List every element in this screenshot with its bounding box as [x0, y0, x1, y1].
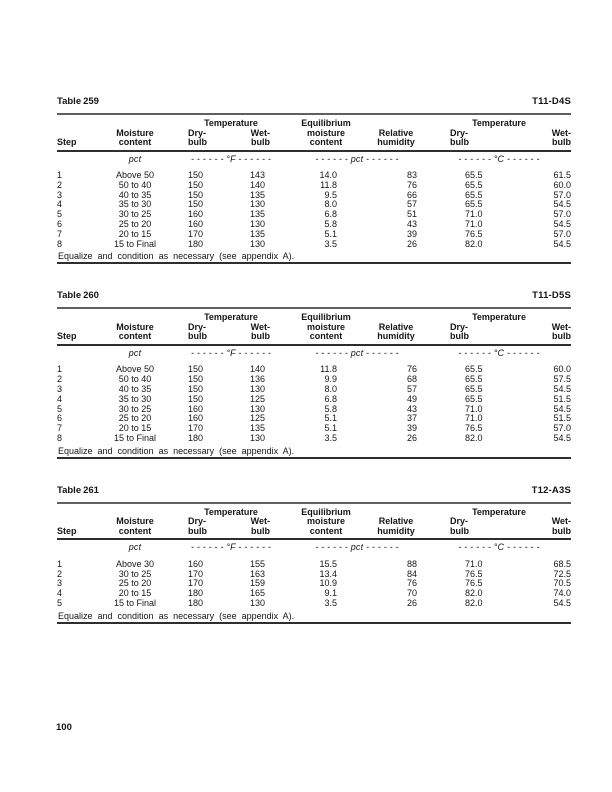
header-row-1: [57, 114, 571, 129]
cell-dry-bulb-c: 76.5: [465, 578, 483, 589]
cell-wet-bulb-f: 143: [249, 170, 266, 180]
cell-relative-humidity: 57: [407, 383, 418, 394]
units-row: [57, 539, 571, 560]
cell-step: 2: [57, 568, 63, 579]
cell-dry-bulb-c: 76.5: [465, 568, 483, 579]
table-footer: [57, 249, 571, 263]
cell-wet-bulb-c: 70.5: [553, 578, 572, 589]
table-title-label: Table: [57, 290, 82, 302]
equilibrium-header-line3: content: [287, 138, 365, 151]
wet-bulb-f-header-line2: bulb: [235, 332, 287, 345]
pct-unit: - - - - - - pct - - - - - -: [315, 542, 399, 553]
cell-dry-bulb-f: 150: [188, 179, 204, 190]
cell-step: 2: [57, 374, 63, 385]
table-header: [57, 308, 571, 365]
cell-equilibrium-moisture: 5.1: [324, 413, 338, 424]
dry-bulb-f-header-line1: Dry-: [188, 321, 207, 332]
kiln-schedule-table: [57, 96, 571, 264]
moisture-header-line2: content: [95, 138, 175, 151]
cell-dry-bulb-c: 71.0: [465, 403, 483, 414]
table-title: [57, 485, 99, 497]
cell-moisture-content: Above 30: [115, 558, 155, 569]
cell-relative-humidity: 66: [407, 189, 418, 200]
cell-dry-bulb-c: 82.0: [465, 588, 483, 599]
cell-relative-humidity: 49: [407, 393, 418, 404]
cell-moisture-content: 15 to Final: [113, 238, 157, 249]
cell-step: 8: [57, 238, 63, 249]
cell-dry-bulb-f: 150: [188, 393, 204, 404]
step-header: Step: [57, 138, 95, 151]
equilibrium-header-line3: content: [287, 332, 365, 345]
cell-dry-bulb-f: 170: [188, 578, 204, 589]
cell-relative-humidity: 76: [407, 578, 418, 589]
cell-moisture-content: 25 to 20: [118, 218, 152, 229]
cell-moisture-content: 35 to 30: [118, 199, 152, 210]
cell-equilibrium-moisture: 8.0: [324, 383, 338, 394]
equilibrium-header-line2: moisture: [307, 516, 346, 527]
temperature-f-unit: - - - - - - °F - - - - - -: [190, 542, 272, 553]
cell-moisture-content: 25 to 20: [118, 413, 152, 424]
cell-equilibrium-moisture: 3.5: [324, 432, 338, 443]
cell-wet-bulb-f: 130: [249, 597, 266, 608]
table-footnote: Equalize and condition as necessary (see appendix A).: [57, 444, 571, 458]
cell-equilibrium-moisture: 11.8: [320, 364, 338, 375]
cell-moisture-content: 30 to 25: [118, 403, 152, 414]
cell-wet-bulb-f: 140: [249, 364, 266, 375]
cell-dry-bulb-c: 65.5: [465, 374, 483, 385]
cell-dry-bulb-c: 65.5: [465, 383, 483, 394]
cell-wet-bulb-c: 54.5: [553, 432, 572, 443]
cell-dry-bulb-f: 170: [188, 228, 204, 239]
cell-equilibrium-moisture: 3.5: [324, 238, 338, 249]
wet-bulb-f-header-line2: bulb: [235, 527, 287, 540]
dry-bulb-c-header-line1: Dry-: [450, 321, 469, 332]
cell-equilibrium-moisture: 5.1: [324, 423, 338, 434]
cell-dry-bulb-f: 160: [188, 209, 204, 220]
cell-equilibrium-moisture: 13.4: [319, 568, 338, 579]
kiln-schedule-table: [57, 485, 571, 624]
cell-wet-bulb-c: 74.0: [553, 588, 572, 599]
dry-bulb-f-header-line1: Dry-: [188, 127, 207, 138]
dry-bulb-c-header-line2: bulb: [427, 332, 511, 345]
cell-wet-bulb-c: 54.5: [553, 238, 572, 249]
cell-wet-bulb-c: 72.5: [553, 568, 572, 579]
table-row: [57, 240, 571, 250]
cell-step: 3: [57, 578, 63, 589]
cell-wet-bulb-f: 130: [249, 218, 266, 229]
relative-humidity-header-line1: Relative: [378, 321, 414, 332]
cell-dry-bulb-f: 180: [188, 238, 204, 249]
cell-step: 1: [57, 170, 63, 180]
dry-bulb-c-header-line1: Dry-: [450, 516, 469, 527]
table-number: 261: [83, 484, 99, 496]
cell-dry-bulb-c: 65.5: [465, 393, 483, 404]
cell-moisture-content: 15 to Final: [113, 432, 157, 443]
cell-relative-humidity: 39: [407, 423, 418, 434]
cell-moisture-content: 30 to 25: [118, 209, 152, 220]
cell-wet-bulb-f: 125: [249, 393, 266, 404]
cell-equilibrium-moisture: 9.5: [324, 189, 338, 200]
temperature-c-group-header: Temperature: [472, 312, 526, 323]
cell-wet-bulb-f: 140: [249, 179, 266, 190]
cell-dry-bulb-c: 82.0: [465, 597, 483, 608]
cell-dry-bulb-c: 76.5: [465, 228, 483, 239]
tables-container: [57, 96, 571, 624]
cell-wet-bulb-f: 130: [249, 238, 266, 249]
dry-bulb-c-header-line2: bulb: [427, 138, 511, 151]
pct-unit: - - - - - - pct - - - - - -: [315, 347, 399, 358]
cell-dry-bulb-f: 150: [188, 199, 204, 210]
cell-wet-bulb-f: 135: [249, 209, 266, 220]
cell-dry-bulb-c: 71.0: [465, 558, 483, 569]
wet-bulb-c-header-line1: Wet-: [551, 321, 572, 332]
cell-relative-humidity: 37: [407, 413, 418, 424]
units-row: [57, 151, 571, 172]
cell-wet-bulb-f: 165: [249, 588, 266, 599]
cell-relative-humidity: 68: [407, 374, 418, 385]
cell-step: 6: [57, 218, 63, 229]
cell-step: 1: [57, 558, 63, 569]
wet-bulb-c-header-line1: Wet-: [551, 516, 572, 527]
table-row: [57, 599, 571, 609]
cell-moisture-content: 50 to 40: [118, 179, 152, 190]
temperature-f-group-header: Temperature: [204, 506, 258, 517]
wet-bulb-f-header-line2: bulb: [235, 138, 287, 151]
cell-moisture-content: Above 50: [115, 364, 155, 375]
cell-dry-bulb-f: 160: [188, 403, 204, 414]
cell-step: 5: [57, 209, 63, 220]
schedule-grid: [57, 307, 571, 458]
table-title-label: Table: [57, 484, 82, 496]
cell-dry-bulb-f: 160: [188, 413, 204, 424]
cell-step: 8: [57, 432, 63, 443]
equilibrium-header-line1: Equilibrium: [301, 118, 351, 128]
cell-wet-bulb-f: 130: [249, 403, 266, 414]
cell-dry-bulb-c: 82.0: [465, 238, 483, 249]
table-title-label: Table: [57, 96, 82, 107]
table-caption: [57, 96, 571, 108]
cell-relative-humidity: 76: [407, 364, 418, 375]
cell-wet-bulb-f: 130: [249, 432, 266, 443]
temperature-f-unit: - - - - - - °F - - - - - -: [190, 347, 272, 358]
cell-wet-bulb-f: 155: [249, 558, 266, 569]
schedule-grid: [57, 502, 571, 624]
dry-bulb-c-header-line2: bulb: [427, 527, 511, 540]
moisture-header-line1: Moisture: [116, 516, 154, 527]
cell-wet-bulb-c: 60.0: [553, 364, 572, 375]
cell-dry-bulb-f: 170: [188, 568, 204, 579]
table-header: [57, 114, 571, 171]
temperature-c-group-header: Temperature: [472, 506, 526, 517]
temperature-f-group-header: Temperature: [204, 312, 258, 323]
cell-moisture-content: 30 to 25: [118, 568, 152, 579]
table-title: [57, 290, 99, 302]
header-row-3: [57, 138, 571, 151]
cell-relative-humidity: 43: [407, 218, 418, 229]
cell-wet-bulb-c: 54.5: [553, 403, 572, 414]
table-caption: [57, 485, 571, 497]
cell-wet-bulb-c: 61.5: [553, 170, 572, 180]
cell-relative-humidity: 43: [407, 403, 418, 414]
cell-wet-bulb-c: 57.0: [553, 228, 572, 239]
cell-dry-bulb-c: 65.5: [465, 189, 483, 200]
cell-step: 6: [57, 413, 63, 424]
cell-wet-bulb-c: 54.5: [553, 597, 572, 608]
table-number: 260: [83, 290, 99, 302]
table-body: [57, 560, 571, 609]
wet-bulb-f-header-line1: Wet-: [250, 127, 271, 138]
cell-step: 3: [57, 189, 63, 200]
cell-dry-bulb-f: 150: [188, 383, 204, 394]
cell-wet-bulb-f: 130: [249, 199, 266, 210]
cell-moisture-content: 15 to Final: [113, 597, 157, 608]
relative-humidity-header-line1: Relative: [378, 127, 414, 138]
table-footnote: Equalize and condition as necessary (see appendix A).: [57, 609, 571, 623]
table-number: 259: [83, 96, 99, 107]
cell-moisture-content: 20 to 15: [118, 423, 152, 434]
cell-dry-bulb-c: 76.5: [465, 423, 483, 434]
relative-humidity-header-line2: humidity: [365, 332, 427, 345]
cell-moisture-content: 20 to 15: [118, 228, 152, 239]
wet-bulb-c-header-line2: bulb: [511, 527, 571, 540]
header-row-3: [57, 527, 571, 540]
table-code: T11-D4S: [532, 96, 571, 107]
cell-step: 4: [57, 393, 63, 404]
cell-dry-bulb-c: 65.5: [465, 179, 483, 190]
cell-relative-humidity: 51: [407, 209, 418, 220]
table-code: T11-D5S: [532, 290, 571, 302]
cell-equilibrium-moisture: 6.8: [324, 209, 338, 220]
cell-moisture-content: Above 50: [115, 170, 155, 180]
table-code: T12-A3S: [531, 484, 571, 496]
equilibrium-header-line2: moisture: [307, 321, 346, 332]
table-caption: [57, 290, 571, 302]
kiln-schedule-table: [57, 290, 571, 458]
cell-moisture-content: 50 to 40: [118, 374, 152, 385]
wet-bulb-f-header-line1: Wet-: [250, 321, 271, 332]
cell-wet-bulb-f: 130: [249, 383, 266, 394]
cell-moisture-content: 25 to 20: [118, 578, 152, 589]
cell-moisture-content: 40 to 35: [118, 383, 152, 394]
cell-dry-bulb-f: 150: [188, 170, 204, 180]
cell-wet-bulb-c: 57.0: [553, 189, 572, 200]
header-row-3: [57, 332, 571, 345]
cell-step: 3: [57, 383, 63, 394]
cell-wet-bulb-c: 60.0: [553, 179, 572, 190]
equilibrium-header-line1: Equilibrium: [301, 506, 351, 517]
cell-moisture-content: 40 to 35: [118, 189, 152, 200]
table-body: [57, 171, 571, 249]
cell-relative-humidity: 26: [407, 432, 418, 443]
cell-relative-humidity: 26: [407, 238, 418, 249]
dry-bulb-f-header-line2: bulb: [175, 138, 235, 151]
dry-bulb-f-header-line2: bulb: [175, 332, 235, 345]
cell-dry-bulb-f: 160: [188, 558, 204, 569]
cell-dry-bulb-f: 150: [188, 364, 204, 375]
table-header: [57, 503, 571, 560]
cell-dry-bulb-c: 65.5: [465, 170, 483, 180]
table-footnote: Equalize and condition as necessary (see appendix A).: [57, 249, 571, 263]
moisture-header-line1: Moisture: [116, 321, 154, 332]
cell-relative-humidity: 39: [407, 228, 418, 239]
table-footer: [57, 444, 571, 458]
moisture-header-line1: Moisture: [116, 127, 154, 138]
cell-wet-bulb-f: 125: [249, 413, 266, 424]
relative-humidity-header-line2: humidity: [365, 527, 427, 540]
cell-dry-bulb-f: 150: [188, 374, 204, 385]
table-title: [57, 96, 99, 108]
cell-equilibrium-moisture: 5.8: [324, 403, 338, 414]
wet-bulb-c-header-line2: bulb: [511, 138, 571, 151]
equilibrium-header-line2: moisture: [307, 127, 346, 138]
dry-bulb-c-header-line1: Dry-: [450, 127, 469, 138]
relative-humidity-header-line1: Relative: [378, 516, 414, 527]
step-header: Step: [57, 332, 95, 345]
cell-step: 4: [57, 588, 63, 599]
cell-wet-bulb-c: 68.5: [553, 558, 572, 569]
cell-equilibrium-moisture: 8.0: [324, 199, 338, 210]
cell-dry-bulb-c: 71.0: [465, 218, 483, 229]
cell-dry-bulb-c: 71.0: [465, 413, 483, 424]
cell-step: 7: [57, 228, 63, 239]
dry-bulb-f-header-line1: Dry-: [188, 516, 207, 527]
step-header: Step: [57, 527, 95, 540]
content-area: [57, 96, 571, 650]
cell-step: 5: [57, 597, 63, 608]
cell-dry-bulb-f: 150: [188, 189, 204, 200]
temperature-c-unit: - - - - - - °C - - - - - -: [458, 347, 540, 358]
moisture-unit: pct: [128, 542, 142, 553]
pct-unit: - - - - - - pct - - - - - -: [315, 153, 399, 164]
cell-wet-bulb-c: 51.5: [553, 393, 572, 404]
wet-bulb-c-header-line1: Wet-: [551, 127, 572, 138]
moisture-unit: pct: [128, 347, 142, 358]
cell-dry-bulb-f: 180: [188, 597, 204, 608]
cell-relative-humidity: 88: [407, 558, 418, 569]
dry-bulb-f-header-line2: bulb: [175, 527, 235, 540]
cell-equilibrium-moisture: 10.9: [319, 578, 338, 589]
cell-relative-humidity: 70: [407, 588, 418, 599]
moisture-header-line2: content: [95, 527, 175, 540]
cell-step: 1: [57, 364, 63, 375]
cell-equilibrium-moisture: 9.1: [324, 588, 338, 599]
cell-equilibrium-moisture: 9.9: [324, 374, 338, 385]
temperature-f-group-header: Temperature: [204, 118, 258, 128]
page-number: 100: [56, 722, 72, 733]
table-row: [57, 434, 571, 444]
cell-wet-bulb-c: 57.0: [553, 209, 572, 220]
cell-equilibrium-moisture: 11.8: [320, 179, 338, 190]
cell-equilibrium-moisture: 3.5: [324, 597, 338, 608]
cell-relative-humidity: 83: [407, 170, 418, 180]
cell-relative-humidity: 84: [407, 568, 418, 579]
cell-equilibrium-moisture: 5.1: [324, 228, 338, 239]
schedule-grid: [57, 113, 571, 264]
cell-wet-bulb-f: 163: [249, 568, 266, 579]
temperature-f-unit: - - - - - - °F - - - - - -: [190, 153, 272, 164]
temperature-c-unit: - - - - - - °C - - - - - -: [458, 153, 540, 164]
equilibrium-header-line1: Equilibrium: [301, 312, 351, 323]
equilibrium-header-line3: content: [287, 527, 365, 540]
footnote-row: [57, 609, 571, 623]
cell-wet-bulb-f: 135: [249, 228, 266, 239]
cell-relative-humidity: 57: [407, 199, 418, 210]
cell-relative-humidity: 76: [407, 179, 418, 190]
footnote-row: [57, 444, 571, 458]
cell-wet-bulb-c: 57.0: [553, 423, 572, 434]
relative-humidity-header-line2: humidity: [365, 138, 427, 151]
cell-dry-bulb-f: 160: [188, 218, 204, 229]
moisture-unit: pct: [128, 153, 142, 164]
cell-equilibrium-moisture: 5.8: [324, 218, 338, 229]
cell-wet-bulb-c: 54.5: [553, 218, 572, 229]
cell-dry-bulb-c: 71.0: [465, 209, 483, 220]
wet-bulb-c-header-line2: bulb: [511, 332, 571, 345]
header-row-1: [57, 308, 571, 323]
wet-bulb-f-header-line1: Wet-: [250, 516, 271, 527]
cell-moisture-content: 20 to 15: [118, 588, 152, 599]
cell-wet-bulb-f: 135: [249, 423, 266, 434]
cell-equilibrium-moisture: 6.8: [324, 393, 338, 404]
cell-dry-bulb-f: 170: [188, 423, 204, 434]
cell-equilibrium-moisture: 14.0: [319, 170, 338, 180]
footnote-row: [57, 249, 571, 263]
temperature-c-unit: - - - - - - °C - - - - - -: [458, 542, 540, 553]
temperature-c-group-header: Temperature: [472, 118, 526, 128]
table-body: [57, 365, 571, 443]
table-footer: [57, 609, 571, 623]
units-row: [57, 345, 571, 366]
cell-dry-bulb-f: 180: [188, 432, 204, 443]
cell-step: 4: [57, 199, 63, 210]
cell-wet-bulb-f: 136: [249, 374, 266, 385]
cell-dry-bulb-f: 180: [188, 588, 204, 599]
cell-moisture-content: 35 to 30: [118, 393, 152, 404]
cell-relative-humidity: 26: [407, 597, 418, 608]
cell-wet-bulb-c: 51.5: [553, 413, 572, 424]
header-row-1: [57, 503, 571, 518]
cell-step: 5: [57, 403, 63, 414]
cell-dry-bulb-c: 82.0: [465, 432, 483, 443]
cell-wet-bulb-c: 57.5: [553, 374, 572, 385]
cell-step: 2: [57, 179, 63, 190]
cell-dry-bulb-c: 65.5: [465, 199, 483, 210]
cell-wet-bulb-f: 135: [249, 189, 266, 200]
cell-dry-bulb-c: 65.5: [465, 364, 483, 375]
cell-step: 7: [57, 423, 63, 434]
cell-equilibrium-moisture: 15.5: [319, 558, 338, 569]
cell-wet-bulb-c: 54.5: [553, 383, 572, 394]
cell-wet-bulb-c: 54.5: [553, 199, 572, 210]
cell-wet-bulb-f: 159: [249, 578, 266, 589]
moisture-header-line2: content: [95, 332, 175, 345]
